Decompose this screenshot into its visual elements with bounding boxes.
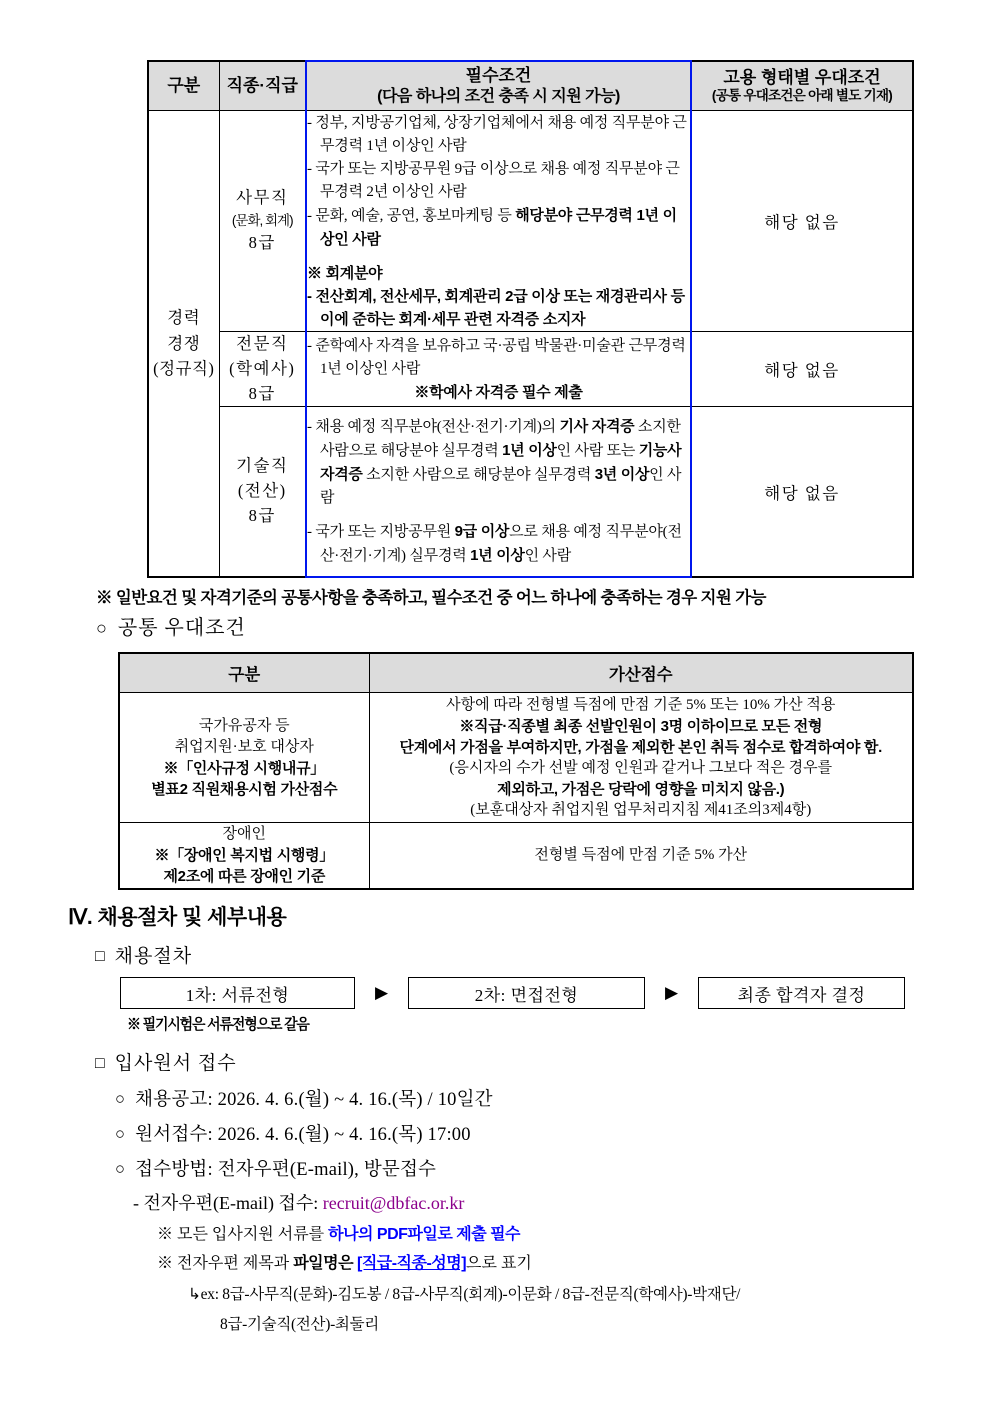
circle-bullet-icon: ○ bbox=[115, 1124, 126, 1143]
job-grade: 8급 bbox=[248, 505, 276, 525]
item-text: 채용공고: 2026. 4. 6.(월) ~ 4. 16.(목) / 10일간 bbox=[135, 1090, 493, 1110]
group-label-cell bbox=[148, 111, 219, 577]
group-line: 경쟁 bbox=[167, 333, 201, 353]
common-preference-title: 공통 우대조건 bbox=[117, 617, 246, 639]
preference-curator-cell: 해당 없음 bbox=[691, 332, 913, 407]
job-title: 전문직 bbox=[236, 334, 289, 353]
condition-text: - 국가 또는 지방공무원 9급 이상으로 채용 예정 직무분야 근무경력 2년 이상인 사람 bbox=[307, 160, 680, 200]
condition-item bbox=[307, 158, 690, 204]
group-line: (정규직) bbox=[153, 359, 215, 379]
category-line-bold: 제2조에 따른 장애인 기준 bbox=[163, 867, 326, 885]
email-address-link[interactable]: recruit@dbfac.or.kr bbox=[322, 1193, 465, 1213]
condition-text-bold: 1년 이상 bbox=[502, 442, 557, 459]
circle-bullet-icon: ○ bbox=[115, 1159, 126, 1178]
condition-text-bold: 9급 이상 bbox=[454, 523, 510, 540]
header-preference-sub: (공통 우대조건은 아래 별도 기재) bbox=[711, 88, 893, 104]
filename-note bbox=[157, 1250, 532, 1273]
list-item-announcement bbox=[115, 1085, 493, 1111]
condition-text: 인 사람 bbox=[524, 548, 572, 564]
condition-item bbox=[307, 335, 690, 381]
eligibility-footnote: ※ 일반요건 및 자격기준의 공통사항을 충족하고, 필수조건 중 어느 하나에 충족하는 경우 지원 가능 bbox=[96, 589, 766, 607]
conditions-curator-cell bbox=[306, 332, 691, 407]
condition-item bbox=[307, 415, 690, 510]
condition-text-bold: - 전산회계, 전산세무, 회계관리 2급 이상 또는 재경관리사 등 이에 준하는 회계·세무 관련 자격증 소지자 bbox=[307, 287, 685, 328]
email-submission-line bbox=[133, 1189, 464, 1215]
eligibility-header-row bbox=[148, 61, 913, 111]
circle-bullet-icon: ○ bbox=[96, 618, 108, 638]
job-title: 사무직 bbox=[236, 188, 289, 208]
condition-text-bold: 기사 자격증 bbox=[559, 418, 635, 435]
header-required-sub: (다음 하나의 조건 충족 시 지원 가능) bbox=[377, 87, 620, 105]
job-subtitle: (문화, 회계) bbox=[231, 212, 293, 228]
job-curator-cell bbox=[219, 332, 306, 407]
condition-text-bold: 해당분야 근무경력 1년 이상인 사람 bbox=[320, 206, 677, 248]
bonus-header-gubun: 구분 bbox=[119, 653, 369, 693]
condition-text: - 정부, 지방공기업체, 상장기업체에서 채용 예정 직무분야 근무경력 1년 이상인 사람 bbox=[307, 114, 687, 154]
bonus-points-table bbox=[118, 652, 914, 890]
flow-step-final-decision: 최종 합격자 결정 bbox=[698, 977, 905, 1009]
bonus-header-row bbox=[119, 653, 913, 693]
job-subtitle: (학예사) bbox=[229, 358, 296, 378]
header-required-title: 필수조건 bbox=[465, 66, 532, 86]
condition-item bbox=[307, 204, 690, 252]
condition-item bbox=[307, 285, 690, 331]
procedure-label: 채용절차 bbox=[114, 946, 193, 967]
square-bullet-icon: □ bbox=[95, 948, 106, 965]
category-line-bold: ※「인사규정 시행내규」 bbox=[163, 759, 325, 777]
eligibility-table bbox=[147, 60, 914, 578]
note-prefix: ※ 전자우편 제목과 bbox=[157, 1255, 294, 1272]
preference-office-cell: 해당 없음 bbox=[691, 111, 913, 332]
category-line-bold: 별표2 직원채용시험 가산점수 bbox=[151, 780, 338, 798]
veterans-points-cell bbox=[369, 693, 913, 823]
preference-technical-cell: 해당 없음 bbox=[691, 407, 913, 577]
bonus-row-veterans bbox=[119, 693, 913, 823]
flow-step-document-screening: 1차: 서류전형 bbox=[120, 977, 355, 1009]
condition-item bbox=[307, 112, 690, 158]
list-item-method bbox=[115, 1155, 436, 1181]
category-line-bold: ※「장애인 복지법 시행령」 bbox=[154, 846, 335, 864]
filename-example-line1: ↳ex: 8급-사무직(문화)-김도봉 / 8급-사무직(회계)-이문화 / 8급-전문직(학예사)-박재단/ bbox=[188, 1286, 741, 1303]
job-grade: 8급 bbox=[248, 233, 276, 253]
condition-text: 소지한 사람으로 해당분야 실무경력 bbox=[320, 419, 681, 459]
category-line: 국가유공자 등 bbox=[198, 717, 290, 734]
bonus-header-points: 가산점수 bbox=[369, 653, 913, 693]
list-item-application-period bbox=[115, 1120, 471, 1146]
note-suffix: 으로 표기 bbox=[466, 1255, 532, 1272]
bonus-row-disabled bbox=[119, 823, 913, 889]
row-office bbox=[148, 111, 913, 332]
conditions-technical-cell bbox=[306, 407, 691, 577]
points-line-bold: ※직급·직종별 최종 선발인원이 3명 이하이므로 모든 전형 bbox=[459, 717, 823, 735]
procedure-heading bbox=[95, 941, 192, 968]
filename-example-line2: 8급-기술직(전산)-최둘리 bbox=[220, 1316, 379, 1333]
header-preference bbox=[691, 61, 913, 111]
job-office-cell bbox=[219, 111, 306, 332]
header-gubun: 구분 bbox=[148, 61, 219, 111]
points-line: 사항에 따라 전형별 득점에 만점 기준 5% 또는 10% 가산 적용 bbox=[446, 696, 836, 713]
condition-text: - 준학예사 자격을 보유하고 국·공립 박물관·미술관 근무경력 1년 이상인 사람 bbox=[307, 337, 686, 377]
section4-title: Ⅳ. 채용절차 및 세부내용 bbox=[68, 906, 287, 929]
disabled-category-cell bbox=[119, 823, 369, 889]
points-line-bold: 단계에서 가점을 부여하지만, 가점을 제외한 본인 취득 점수로 합격하여야 함. bbox=[399, 738, 882, 756]
arrow-right-icon: ▶ bbox=[664, 983, 679, 1002]
arrow-right-icon: ▶ bbox=[374, 983, 389, 1002]
condition-text: - 문화, 예술, 공연, 홍보마케팅 등 bbox=[307, 207, 516, 224]
condition-note bbox=[307, 381, 690, 404]
item-text: 접수방법: 전자우편(E-mail), 방문접수 bbox=[135, 1160, 437, 1180]
disabled-points-cell bbox=[369, 823, 913, 889]
group-line: 경력 bbox=[167, 308, 201, 328]
procedure-flow-note: ※ 필기시험은 서류전형으로 갈음 bbox=[127, 1016, 309, 1033]
header-jikjong: 직종·직급 bbox=[219, 61, 306, 111]
header-required-conditions bbox=[306, 61, 691, 111]
job-subtitle: (전산) bbox=[237, 481, 287, 501]
flow-step-interview: 2차: 면접전형 bbox=[408, 977, 645, 1009]
condition-text-bold: 기능사 자격증 bbox=[320, 442, 682, 483]
category-line: 취업지원·보호 대상자 bbox=[174, 738, 314, 755]
circle-bullet-icon: ○ bbox=[115, 1089, 126, 1108]
condition-text: 으로 채용 예정 직무분야(전산·전기·기계) 실무경력 bbox=[320, 524, 682, 564]
common-preference-heading bbox=[96, 611, 246, 640]
condition-text-bold: ※ 회계분야 bbox=[307, 264, 383, 282]
note-highlight: [직급-직종-성명] bbox=[356, 1255, 467, 1272]
points-line: (응시자의 수가 선발 예정 인원과 같거나 그보다 적은 경우를 bbox=[449, 759, 833, 776]
condition-text-bold: 1년 이상 bbox=[470, 547, 525, 564]
job-grade: 8급 bbox=[248, 383, 276, 403]
condition-text-bold: ※학예사 자격증 필수 제출 bbox=[414, 383, 583, 401]
conditions-office-cell bbox=[306, 111, 691, 332]
category-line: 장애인 bbox=[222, 825, 266, 842]
condition-text: 인 사람 또는 bbox=[556, 443, 639, 459]
condition-text: 소지한 사람으로 해당분야 실무경력 bbox=[362, 467, 595, 483]
application-label: 입사원서 접수 bbox=[114, 1053, 237, 1074]
veterans-category-cell bbox=[119, 693, 369, 823]
row-curator bbox=[148, 332, 913, 407]
note-prefix: ※ 모든 입사지원 서류를 bbox=[157, 1226, 329, 1243]
condition-text: - 국가 또는 지방공무원 bbox=[307, 524, 455, 540]
job-technical-cell bbox=[219, 407, 306, 577]
condition-text-bold: 3년 이상 bbox=[594, 466, 650, 483]
header-preference-title: 고용 형태별 우대조건 bbox=[723, 67, 881, 87]
points-line: (보훈대상자 취업지원 업무처리지침 제41조의3제4항) bbox=[470, 801, 812, 818]
job-title: 기술직 bbox=[236, 456, 289, 476]
condition-item bbox=[307, 520, 690, 568]
row-technical bbox=[148, 407, 913, 577]
item-text: 원서접수: 2026. 4. 6.(월) ~ 4. 16.(목) 17:00 bbox=[135, 1125, 471, 1145]
condition-note bbox=[307, 262, 690, 285]
email-prefix: - 전자우편(E-mail) 접수: bbox=[133, 1193, 323, 1213]
condition-text: 인 사람 bbox=[320, 467, 682, 506]
note-highlight: 하나의 PDF파일로 제출 필수 bbox=[328, 1226, 521, 1243]
condition-text: - 채용 예정 직무분야(전산·전기·기계)의 bbox=[307, 419, 560, 435]
pdf-note bbox=[157, 1221, 520, 1244]
points-line-bold: 제외하고, 가점은 당락에 영향을 미치지 않음.) bbox=[497, 780, 785, 798]
application-heading bbox=[95, 1048, 237, 1075]
points-line: 전형별 득점에 만점 기준 5% 가산 bbox=[534, 846, 748, 863]
square-bullet-icon: □ bbox=[95, 1055, 106, 1072]
note-bold: 파일명은 bbox=[293, 1255, 357, 1272]
procedure-flow bbox=[120, 977, 905, 1009]
